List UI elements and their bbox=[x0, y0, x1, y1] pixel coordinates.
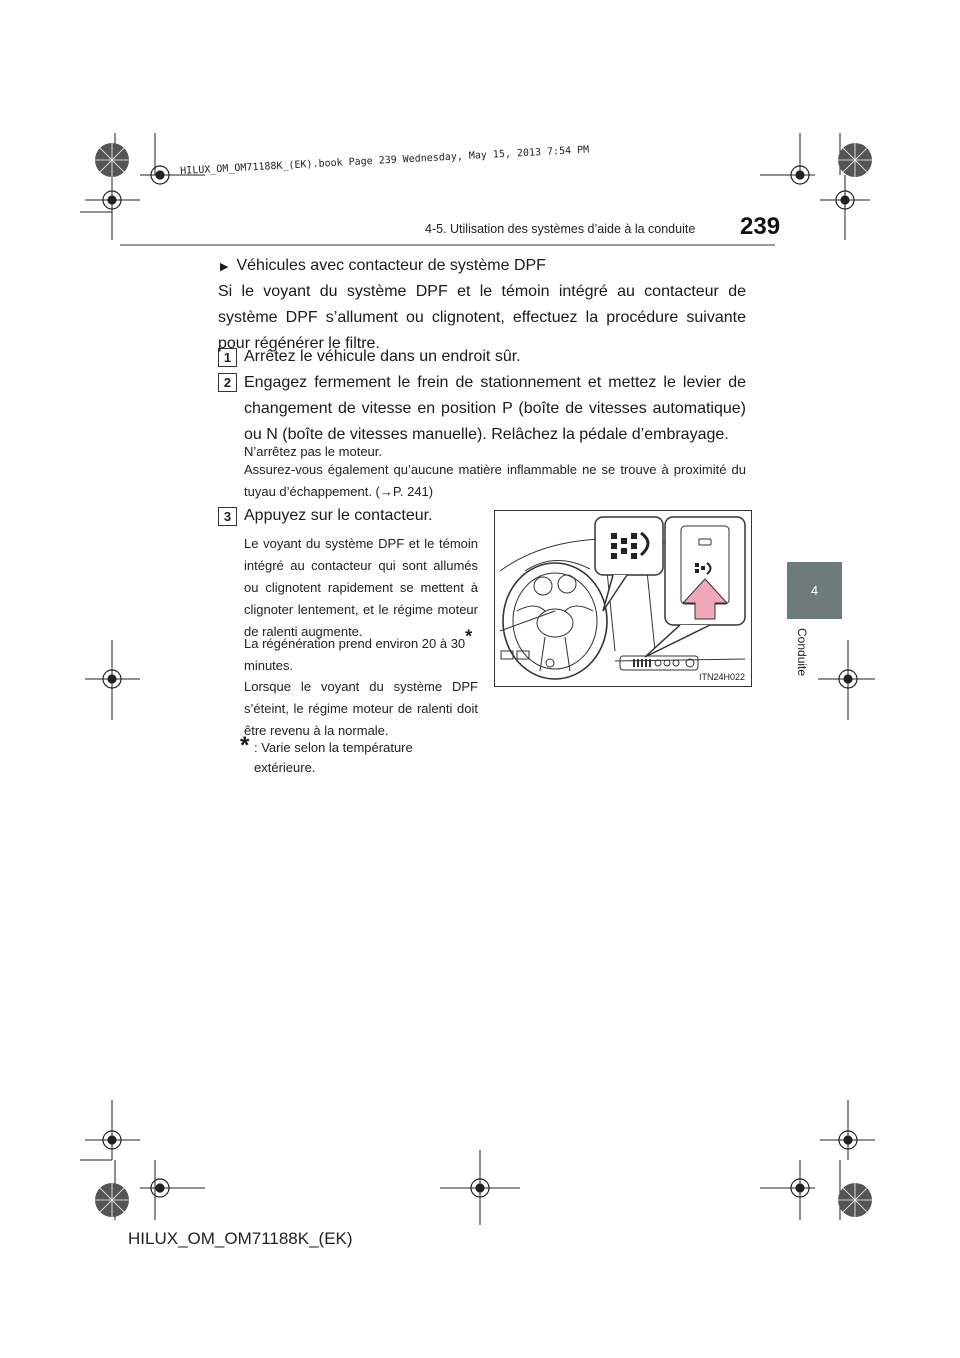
step-number-3: 3 bbox=[218, 507, 237, 526]
figure-label: ITN24H022 bbox=[698, 672, 745, 682]
section-title: 4-5. Utilisation des systèmes d’aide à la conduite bbox=[425, 222, 696, 236]
asterisk-sup: * bbox=[465, 626, 473, 647]
footer-doc-id: HILUX_OM_OM71188K_(EK) bbox=[128, 1229, 353, 1248]
footnote-text: : Varie selon la température extérieure. bbox=[254, 740, 413, 775]
book-info: HILUX_OM_OM71188K_(EK).book Page 239 Wednesday, May 15, 2013 7:54 PM bbox=[180, 144, 590, 177]
triangle-bullet-icon: ▶ bbox=[220, 261, 229, 273]
intro-paragraph: Si le voyant du système DPF et le témoin intégré au contacteur de système DPF s’allument ou clignotent, effectuez la procédure suivante pour régénérer le filtre. bbox=[218, 283, 746, 352]
dashboard-illustration bbox=[494, 510, 752, 687]
section-heading bbox=[220, 253, 546, 280]
section-heading-text: Véhicules avec contacteur de système DPF bbox=[236, 257, 546, 274]
step-3-note-2-after: minutes. bbox=[244, 658, 294, 673]
step-3-note-2 bbox=[244, 626, 478, 677]
step-number-2: 2 bbox=[218, 373, 237, 392]
chapter-label bbox=[781, 628, 811, 698]
step-3-text: Appuyez sur le contacteur. bbox=[244, 507, 433, 524]
step-2-note-1: N’arrêtez pas le moteur. bbox=[244, 444, 383, 459]
chapter-tab[interactable]: 4 bbox=[787, 562, 842, 619]
step-3-note-3: Lorsque le voyant du système DPF s’éteint, le régime moteur de ralenti doit être revenu à la normale. bbox=[244, 679, 478, 738]
page-number: 239 bbox=[740, 213, 781, 240]
step-1-text: Arrêtez le véhicule dans un endroit sûr. bbox=[244, 348, 521, 365]
step-3-note-2-before: La régénération prend environ 20 à 30 bbox=[244, 636, 466, 651]
step-2-note-2: Assurez-vous également qu’aucune matière inflammable ne se trouve à proximité du tuyau d’échappement. (→P. 241) bbox=[244, 462, 746, 499]
chapter-label-text: Conduite bbox=[795, 628, 809, 677]
dashboard-drawing bbox=[495, 511, 751, 686]
step-2-text: Engagez fermement le frein de stationnement et mettez le levier de changement de vitesse en position P (boîte de vitesses automatique) ou N (boîte de vitesses manuelle). Relâchez la pédale d’embrayage. bbox=[244, 374, 746, 443]
step-number-1: 1 bbox=[218, 348, 237, 367]
footnote-asterisk: * bbox=[240, 732, 250, 759]
header-rule bbox=[120, 244, 775, 246]
step-3-note-1: Le voyant du système DPF et le témoin intégré au contacteur qui sont allumés ou clignotent rapidement se mettent à clignoter lentement, et le régime moteur de ralenti augmente. bbox=[244, 536, 478, 639]
